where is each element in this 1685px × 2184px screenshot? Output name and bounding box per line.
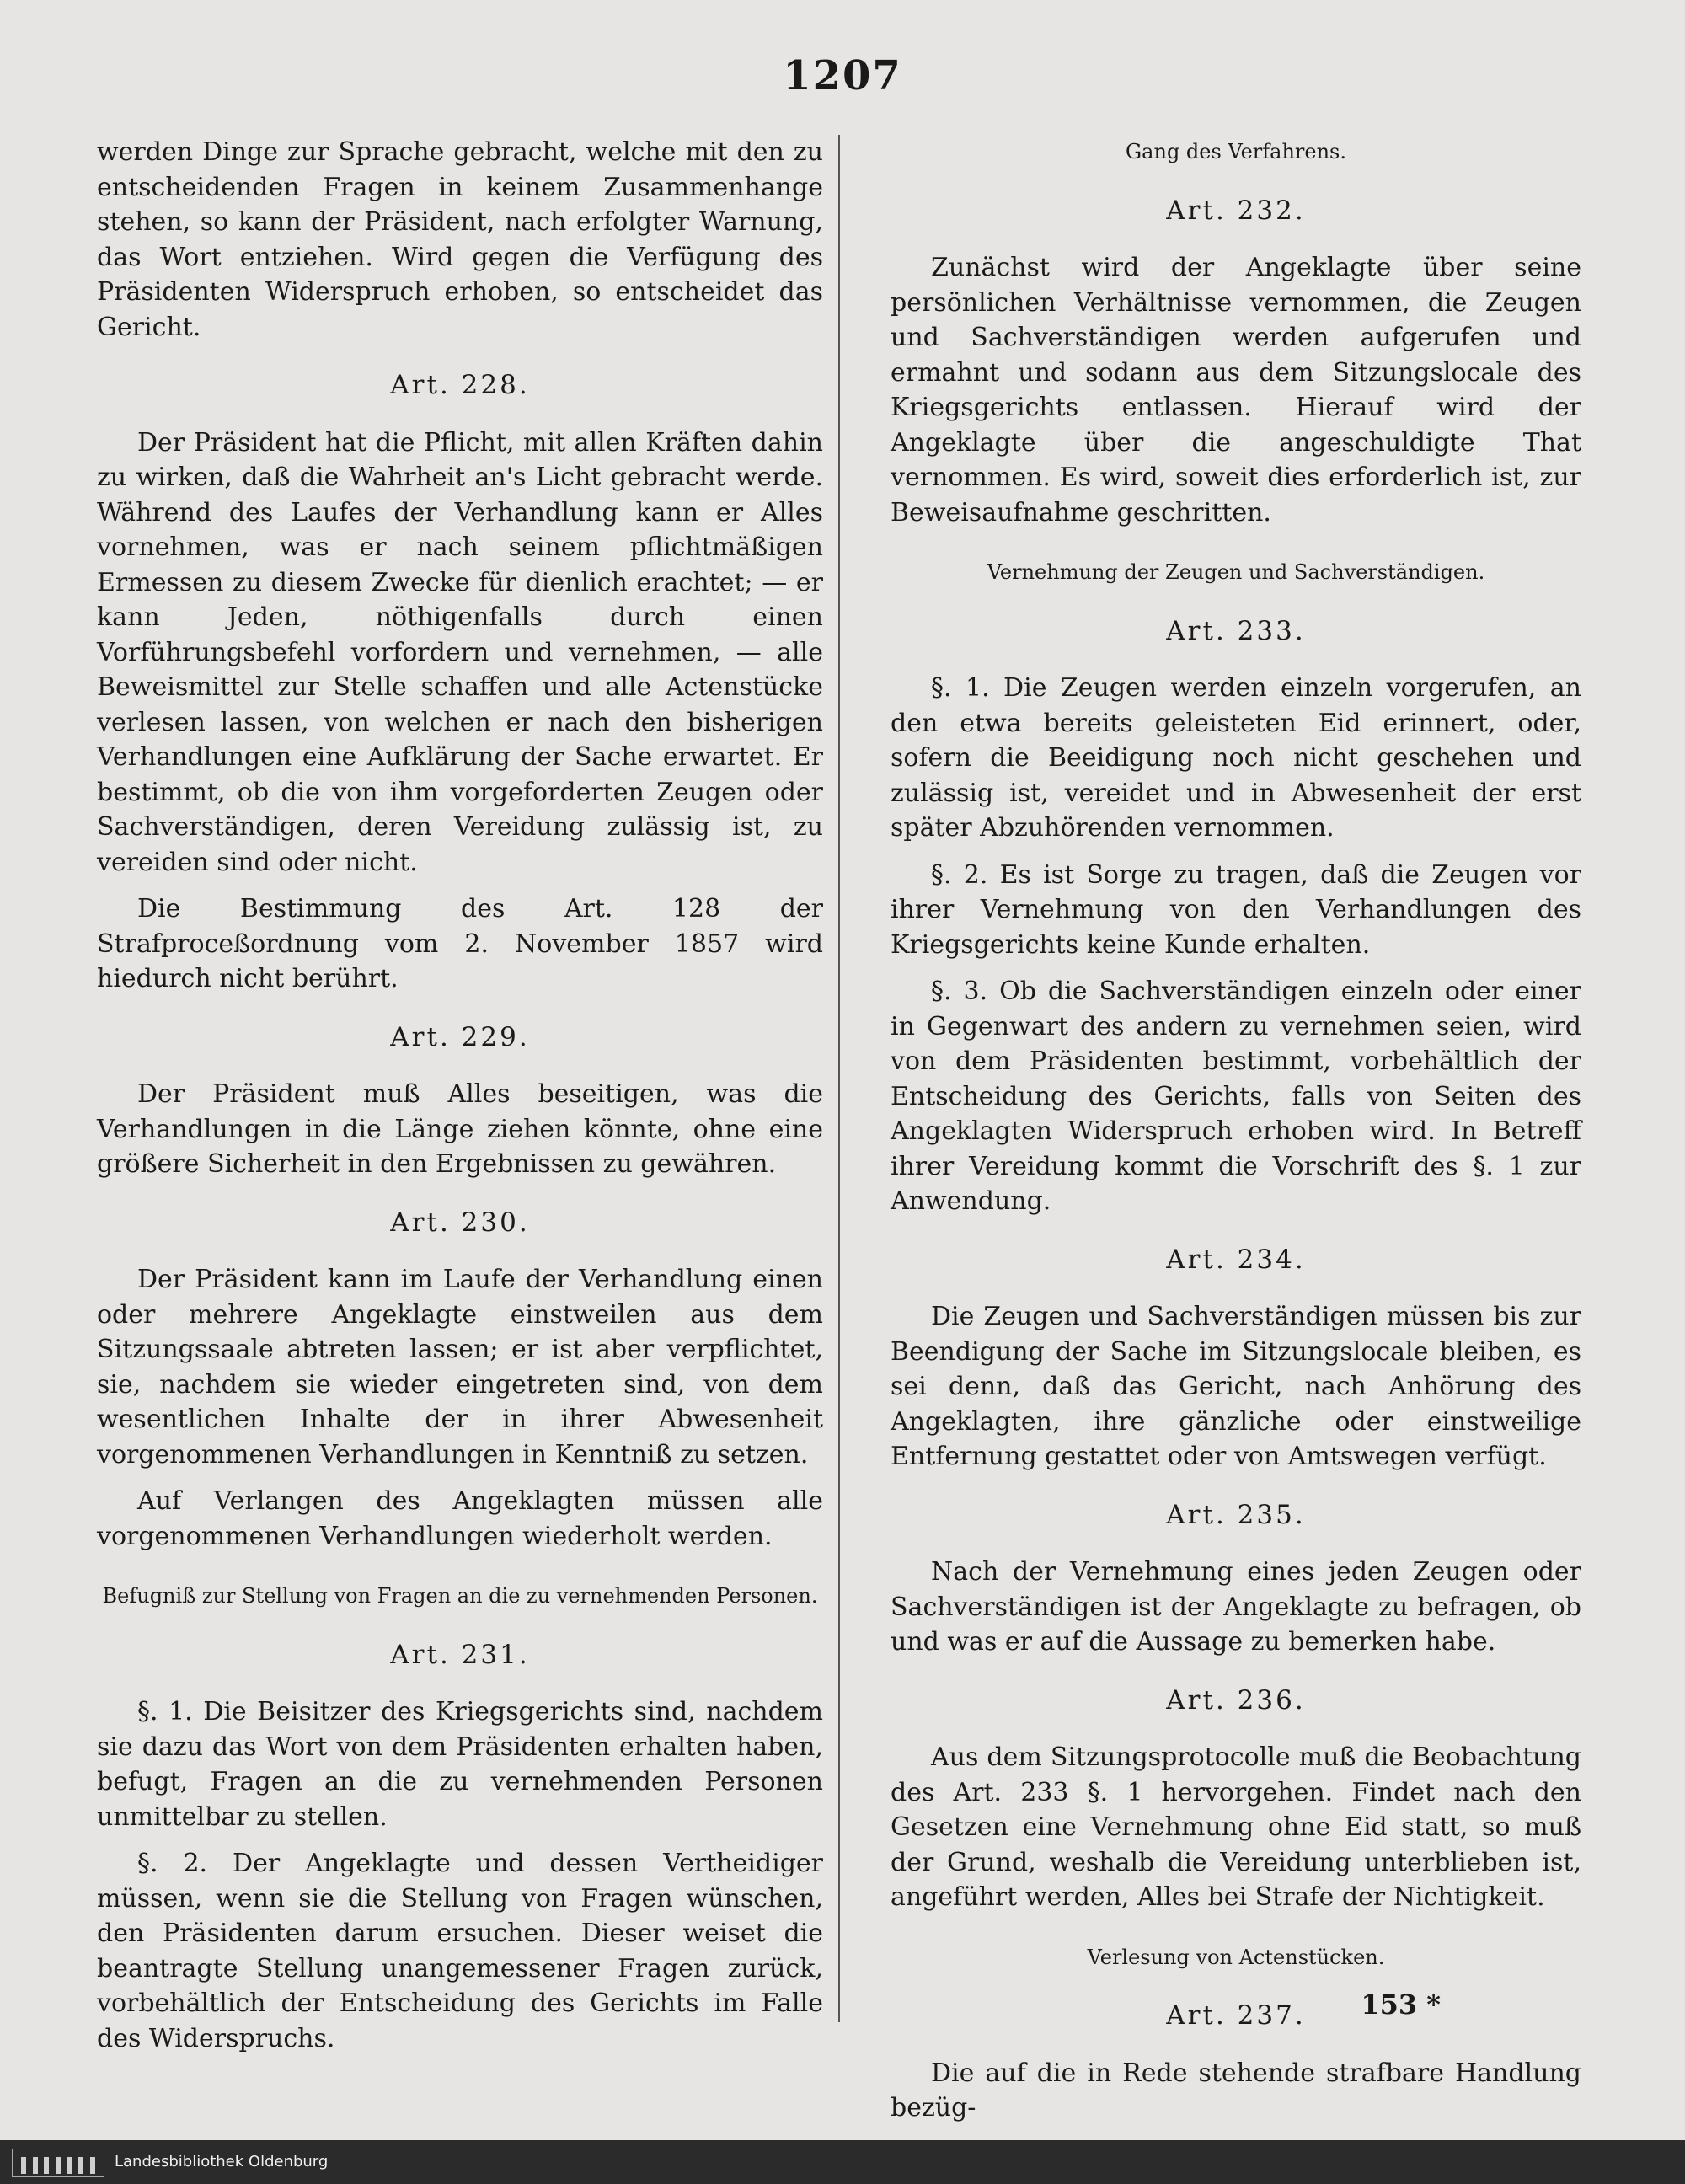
section-title-vernehmung: Vernehmung der Zeugen und Sachverständigen. bbox=[987, 560, 1485, 584]
article-230-paragraph-1: Der Präsident kann im Laufe der Verhandlung einen oder mehrere Angeklagte einstweilen aus dem Sitzungssaale abtreten lassen; er ist aber verpflichtet, sie, nachdem sie wieder eingetreten sind, von dem wesentlichen Inhalte der in ihrer Abwesenheit vorgenommenen Verhandlungen in Kenntniß zu setzen. bbox=[97, 1265, 823, 1469]
paragraph-continuation: werden Dinge zur Sprache gebracht, welche mit den zu entscheidenden Fragen in keinem Zusammenhange stehen, so kann der Präsident, nach erfolgter Warnung, das Wort entziehen. Wird gegen die Verfügung des Präsidenten Widerspruch erhoben, so entscheidet das Gericht. bbox=[97, 137, 823, 342]
section-title-gang: Gang des Verfahrens. bbox=[1126, 140, 1346, 163]
article-236-paragraph: Aus dem Sitzungsprotocolle muß die Beobachtung des Art. 233 §. 1 hervorgehen. Findet nach den Gesetzen eine Vernehmung ohne Eid statt, so muß der Grund, weshalb die Vereidung unterblieben ist, angeführt werden, Alles bei Strafe der Nichtigkeit. bbox=[891, 1742, 1581, 1912]
article-233-paragraph-2: §. 2. Es ist Sorge zu tragen, daß die Zeugen vor ihrer Vernehmung von den Verhandlungen des Kriegsgerichts keine Kunde erhalten. bbox=[891, 859, 1581, 960]
viewer-footer bbox=[0, 2140, 1685, 2184]
article-234-paragraph: Die Zeugen und Sachverständigen müssen bis zur Beendigung der Sache im Sitzungslocale bleiben, es sei denn, daß das Gericht, nach Anhörung des Angeklagten, ihre gänzliche oder einstweilige Entfernung gestattet oder von Amtswegen verfügt. bbox=[891, 1302, 1581, 1471]
article-229-heading: Art. 229. bbox=[390, 1021, 530, 1052]
article-228-paragraph-1: Der Präsident hat die Pflicht, mit allen Kräften dahin zu wirken, daß die Wahrheit an's Licht gebracht werde. Während des Laufes der Verhandlung kann er Alles vornehmen, was er nach seinem pflichtmäßigen Ermessen zu diesem Zwecke für dienlich erachtet; — er kann Jeden, nöthigenfalls durch einen Vorführungsbefehl vorfordern und vernehmen, — alle Beweismittel zur Stelle schaffen und alle Actenstücke verlesen lassen, von welchen er nach den bisherigen Verhandlungen eine Aufklärung der Sache erwartet. Er bestimmt, ob die von ihm vorgeforderten Zeugen oder Sachverständigen, deren Vereidung zulässig ist, zu vereiden sind oder nicht. bbox=[97, 427, 823, 877]
article-231-paragraph-1: §. 1. Die Beisitzer des Kriegsgerichts sind, nachdem sie dazu das Wort von dem Präsidenten erhalten haben, befugt, Fragen an die zu vernehmenden Personen unmittelbar zu stellen. bbox=[97, 1697, 823, 1832]
article-230-heading: Art. 230. bbox=[390, 1207, 530, 1238]
article-228-heading: Art. 228. bbox=[390, 370, 530, 400]
article-235-heading: Art. 235. bbox=[1166, 1499, 1306, 1530]
page-number: 1207 bbox=[783, 52, 902, 99]
library-building-icon bbox=[12, 2149, 104, 2177]
article-233-paragraph-1: §. 1. Die Zeugen werden einzeln vorgerufen, an den etwa bereits geleisteten Eid erinnert, oder, sofern die Beeidigung noch nicht geschehen und zulässig ist, vereidet und in Abwesenheit der erst später Abzuhörenden vernommen. bbox=[891, 673, 1581, 843]
section-title-verlesung: Verlesung von Actenstücken. bbox=[1087, 1945, 1385, 1969]
article-237-heading: Art. 237. bbox=[1166, 2000, 1306, 2031]
article-236-heading: Art. 236. bbox=[1166, 1684, 1306, 1716]
article-230-paragraph-2: Auf Verlangen des Angeklagten müssen alle vorgenommenen Verhandlungen wiederholt werden. bbox=[97, 1486, 823, 1551]
right-column bbox=[891, 135, 1581, 2138]
library-name: Landesbibliothek Oldenburg bbox=[115, 2153, 329, 2171]
article-232-heading: Art. 232. bbox=[1166, 195, 1306, 226]
article-233-paragraph-3: §. 3. Ob die Sachverständigen einzeln oder einer in Gegenwart des andern zu vernehmen seien, wird von dem Präsidenten bestimmt, vorbehältlich der Entscheidung des Gerichts, falls von Seiten des Angeklagten Widerspruch erhoben wird. In Betreff ihrer Vereidung kommt die Vorschrift des §. 1 zur Anwendung. bbox=[891, 977, 1581, 1216]
article-237-paragraph: Die auf die in Rede stehende strafbare Handlung bezüg- bbox=[891, 2058, 1581, 2122]
signature-mark: 153 * bbox=[1361, 1989, 1441, 2021]
article-233-heading: Art. 233. bbox=[1166, 615, 1306, 646]
article-235-paragraph: Nach der Vernehmung eines jeden Zeugen oder Sachverständigen ist der Angeklagte zu befragen, ob und was er auf die Aussage zu bemerken habe. bbox=[891, 1557, 1581, 1657]
article-231-paragraph-2: §. 2. Der Angeklagte und dessen Vertheidiger müssen, wenn sie die Stellung von Fragen wünschen, den Präsidenten darum ersuchen. Dieser weiset die beantragte Stellung unangemessener Fragen zurück, vorbehältlich der Entscheidung des Gerichts im Falle des Widerspruchs. bbox=[97, 1849, 823, 2053]
article-229-paragraph: Der Präsident muß Alles beseitigen, was die Verhandlungen in die Länge ziehen könnte, ohne eine größere Sicherheit in den Ergebnissen zu gewähren. bbox=[97, 1079, 823, 1179]
section-title-befugnis: Befugniß zur Stellung von Fragen an die zu vernehmenden Personen. bbox=[102, 1584, 818, 1608]
article-231-heading: Art. 231. bbox=[390, 1639, 530, 1670]
article-232-paragraph: Zunächst wird der Angeklagte über seine persönlichen Verhältnisse vernommen, die Zeugen und Sachverständigen werden aufgerufen und ermahnt und sodann aus dem Sitzungslocale des Kriegsgerichts entlassen. Hierauf wird der Angeklagte über die angeschuldigte That vernommen. Es wird, soweit dies erforderlich ist, zur Beweisaufnahme geschritten. bbox=[891, 253, 1581, 527]
left-column bbox=[97, 135, 823, 2068]
article-234-heading: Art. 234. bbox=[1166, 1244, 1306, 1275]
column-divider bbox=[838, 135, 840, 2022]
article-228-paragraph-2: Die Bestimmung des Art. 128 der Strafproceßordnung vom 2. November 1857 wird hiedurch nicht berührt. bbox=[97, 894, 823, 993]
